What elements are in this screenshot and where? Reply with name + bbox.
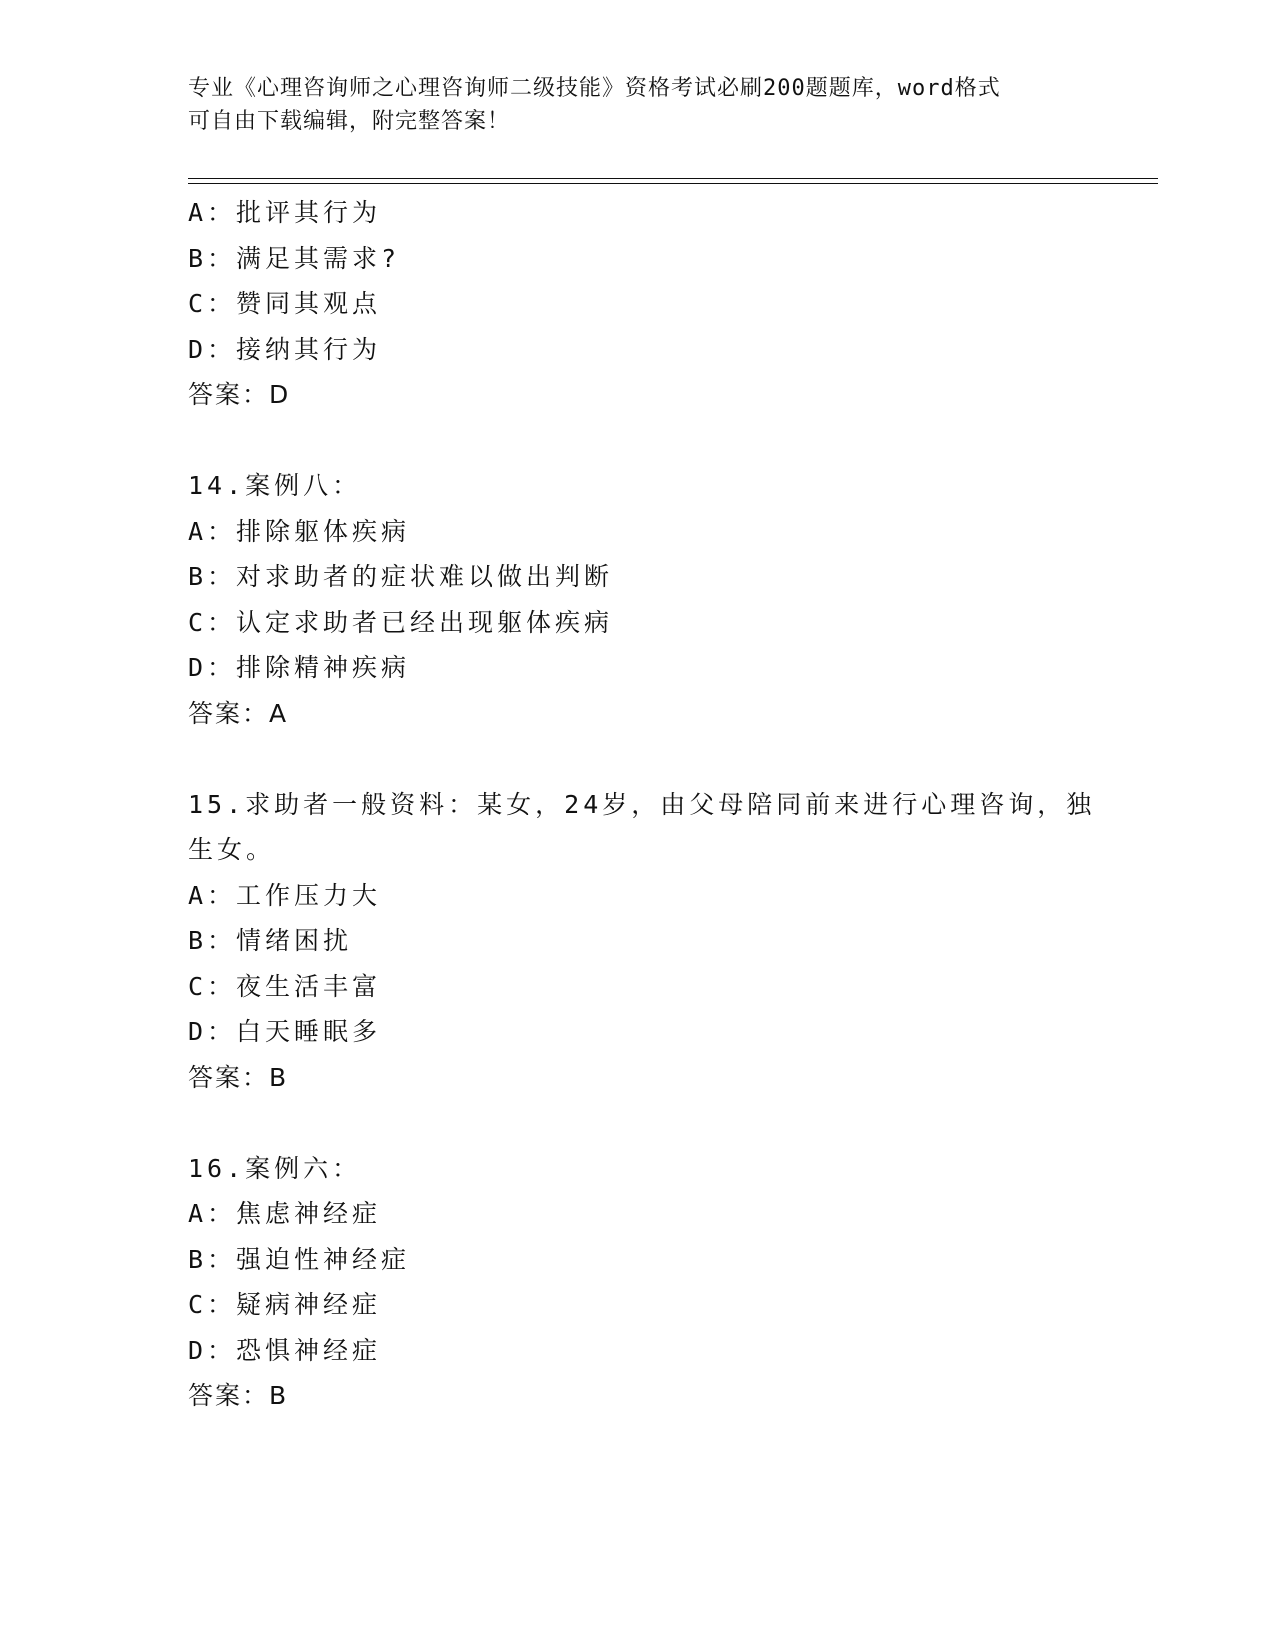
option-d: D：恐惧神经症: [188, 1335, 382, 1365]
option-d: D：接纳其行为: [188, 334, 382, 364]
header-line-1: 专业《心理咨询师之心理咨询师二级技能》资格考试必刷200题题库，word格式: [188, 76, 1001, 101]
document-header: [188, 72, 1068, 138]
option-d: D：排除精神疾病: [188, 653, 411, 682]
answer: 答案：B: [188, 1381, 289, 1410]
option-a: A：排除躯体疾病: [188, 516, 411, 546]
question-stem: 14.案例八：: [188, 471, 362, 500]
option-b: B：满足其需求?: [188, 243, 401, 273]
spacer: [188, 736, 1158, 782]
option-a: A：焦虑神经症: [188, 1199, 382, 1228]
header-divider-top: [188, 178, 1158, 179]
question-13: [188, 190, 1158, 418]
option-b: B：情绪困扰: [188, 926, 353, 955]
question-16: [188, 1146, 1158, 1419]
spacer: [188, 418, 1158, 464]
option-c: C：认定求助者已经出现躯体疾病: [188, 607, 614, 637]
option-c: C：赞同其观点: [188, 289, 382, 318]
question-stem: 16.案例六：: [188, 1153, 362, 1183]
option-a: A：批评其行为: [188, 198, 382, 227]
option-c: C：夜生活丰富: [188, 971, 382, 1001]
header-line-2: 可自由下载编辑，附完整答案！: [188, 109, 511, 134]
option-b: B：对求助者的症状难以做出判断: [188, 562, 614, 591]
header-divider-bottom: [188, 183, 1158, 184]
question-list: [188, 190, 1158, 1419]
option-c: C：疑病神经症: [188, 1290, 382, 1319]
question-14: [188, 463, 1158, 736]
answer: 答案：D: [188, 380, 291, 409]
question-stem-continued: 生女。: [188, 835, 276, 864]
option-a: A：工作压力大: [188, 880, 382, 910]
answer: 答案：A: [188, 698, 289, 728]
question-stem: 15.求助者一般资料：某女，24岁，由父母陪同前来进行心理咨询，独: [188, 789, 1096, 819]
option-b: B：强迫性神经症: [188, 1244, 411, 1274]
answer: 答案：B: [188, 1062, 289, 1092]
option-d: D：白天睡眠多: [188, 1017, 382, 1046]
question-15: [188, 782, 1158, 1101]
spacer: [188, 1100, 1158, 1146]
